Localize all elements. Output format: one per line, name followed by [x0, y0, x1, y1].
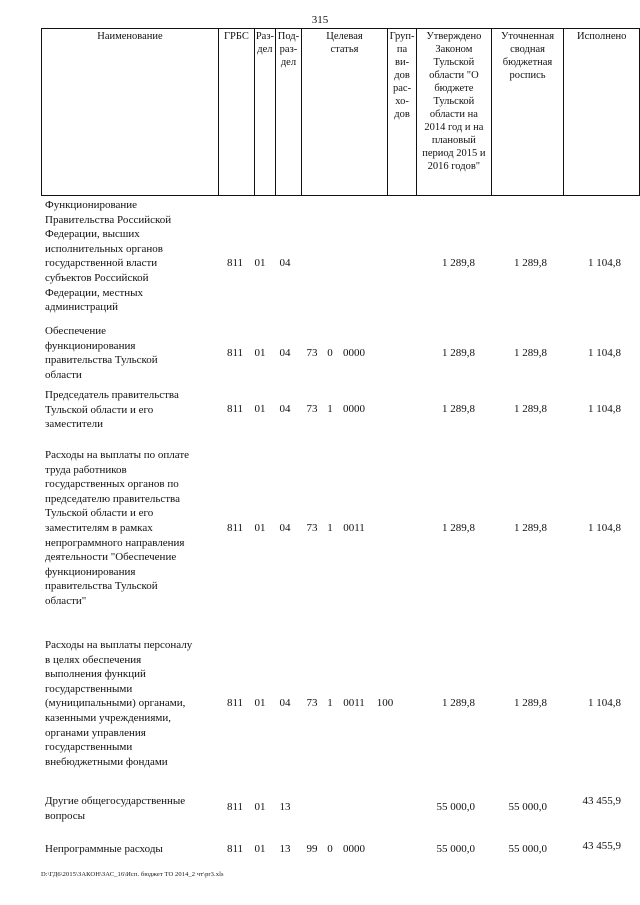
row-target-direction: 0000	[343, 843, 365, 855]
row-approved: 1 289,8	[442, 347, 475, 359]
row-revised: 1 289,8	[514, 522, 547, 534]
row-grbs: 811	[226, 347, 244, 359]
row-executed: 1 104,8	[588, 697, 621, 709]
row-approved: 55 000,0	[436, 801, 475, 813]
header-podrazdel: Под- раз- дел	[275, 29, 301, 196]
row-revised: 55 000,0	[508, 801, 547, 813]
row-razdel: 01	[254, 257, 266, 269]
row-executed: 1 104,8	[588, 522, 621, 534]
row-target-program: 73	[306, 347, 318, 359]
row-executed: 1 104,8	[588, 347, 621, 359]
row-target-direction: 0011	[343, 522, 365, 534]
row-approved: 1 289,8	[442, 522, 475, 534]
row-podrazdel: 13	[279, 801, 291, 813]
header-revised: Уточненная сводная бюджетная роспись	[491, 29, 564, 196]
row-podrazdel: 04	[279, 522, 291, 534]
header-expense-type-group: Груп- па ви- дов рас- хо- дов	[388, 29, 417, 196]
row-razdel: 01	[254, 697, 266, 709]
row-grbs: 811	[226, 801, 244, 813]
row-grbs: 811	[226, 697, 244, 709]
row-grbs: 811	[226, 522, 244, 534]
header-executed: Исполнено	[564, 29, 640, 196]
row-razdel: 01	[254, 347, 266, 359]
row-grbs: 811	[226, 843, 244, 855]
header-target-article: Целевая статья	[301, 29, 387, 196]
row-target-program: 73	[306, 522, 318, 534]
row-target-subprogram: 1	[327, 522, 333, 534]
header-approved: Утверждено Законом Тульской области "О бюджете Тульской области на 2014 год и на плановый период 2015 и 2016 годов"	[417, 29, 492, 196]
row-target-subprogram: 0	[327, 843, 333, 855]
row-target-program: 73	[306, 697, 318, 709]
row-podrazdel: 04	[279, 347, 291, 359]
row-razdel: 01	[254, 403, 266, 415]
row-razdel: 01	[254, 843, 266, 855]
row-revised: 1 289,8	[514, 347, 547, 359]
row-podrazdel: 04	[279, 257, 291, 269]
row-podrazdel: 04	[279, 697, 291, 709]
row-revised: 55 000,0	[508, 843, 547, 855]
row-revised: 1 289,8	[514, 257, 547, 269]
row-target-program: 73	[306, 403, 318, 415]
row-target-direction: 0000	[343, 347, 365, 359]
row-executed: 1 104,8	[588, 257, 621, 269]
row-name: Функционирование Правительства Российской Федерации, высших исполнительных органов государственной власти субъектов Российской Федерации, местных администраций	[45, 199, 172, 314]
row-razdel: 01	[254, 801, 266, 813]
row-revised: 1 289,8	[514, 403, 547, 415]
row-executed: 43 455,9	[582, 795, 621, 807]
row-name: Обеспечение функционирования правительства Тульской области	[45, 325, 158, 381]
row-approved: 1 289,8	[442, 403, 475, 415]
row-executed: 1 104,8	[588, 403, 621, 415]
header-grbs: ГРБС	[218, 29, 254, 196]
row-target-subprogram: 1	[327, 697, 333, 709]
row-name: Расходы на выплаты по оплате труда работников государственных органов по председателю правительства Тульской области и его заместителям в рамках непрограммного направления деятельности "Обеспечение функционирования правительства Тульской области"	[45, 449, 190, 607]
row-target-program: 99	[306, 843, 318, 855]
row-approved: 55 000,0	[436, 843, 475, 855]
row-name: Расходы на выплаты персоналу в целях обеспечения выполнения функций государственными (муниципальными) органами, казенными учреждениями, органами управления государственными внебюджетными фондами	[45, 639, 193, 768]
header-name: Наименование	[42, 29, 219, 196]
file-path-footer: D:\ГД6\2015\ЗАКОН\ЗАС_16\Исп. бюджет ТО 2014_2 чт\pr3.xls	[41, 871, 224, 878]
row-target-direction: 0011	[343, 697, 365, 709]
row-target-subprogram: 1	[327, 403, 333, 415]
row-target-direction: 0000	[343, 403, 365, 415]
row-podrazdel: 13	[279, 843, 291, 855]
row-name: Другие общегосударственные вопросы	[45, 795, 186, 822]
row-expense-type: 100	[376, 697, 394, 709]
row-name: Председатель правительства Тульской области и его заместители	[45, 389, 179, 431]
row-grbs: 811	[226, 403, 244, 415]
header-razdel: Раз- дел	[254, 29, 275, 196]
row-approved: 1 289,8	[442, 257, 475, 269]
row-target-subprogram: 0	[327, 347, 333, 359]
row-name: Непрограммные расходы	[45, 843, 163, 855]
row-razdel: 01	[254, 522, 266, 534]
row-executed: 43 455,9	[582, 840, 621, 852]
row-podrazdel: 04	[279, 403, 291, 415]
page-number: 315	[311, 14, 329, 26]
row-grbs: 811	[226, 257, 244, 269]
row-revised: 1 289,8	[514, 697, 547, 709]
table-header	[41, 28, 640, 196]
row-approved: 1 289,8	[442, 697, 475, 709]
